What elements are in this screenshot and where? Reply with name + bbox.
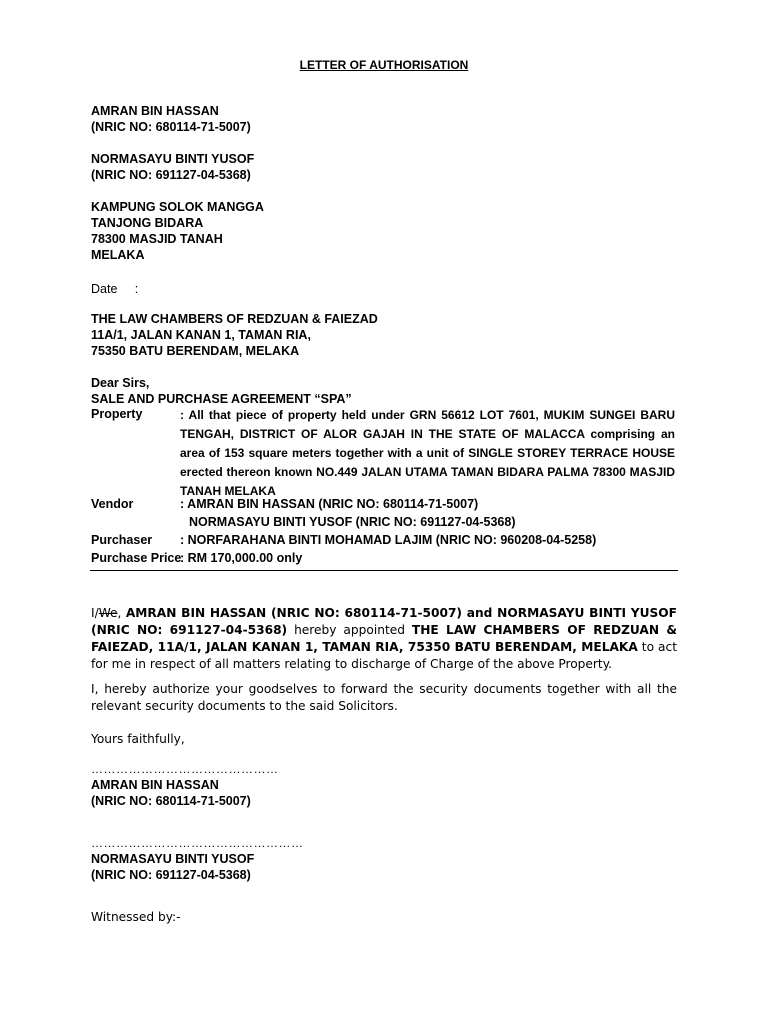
closing: Yours faithfully,	[91, 732, 185, 746]
recipient-line: 11A/1, JALAN KANAN 1, TAMAN RIA,	[91, 328, 311, 342]
document-title: LETTER OF AUTHORISATION	[299, 58, 469, 72]
witness-label: Witnessed by:-	[91, 910, 181, 924]
divider-rule	[90, 570, 678, 571]
subject-line: SALE AND PURCHASE AGREEMENT “SPA”	[91, 392, 352, 406]
recipient-line: THE LAW CHAMBERS OF REDZUAN & FAIEZAD	[91, 312, 378, 326]
address-line: MELAKA	[91, 248, 145, 262]
pronoun-i: I/	[91, 606, 99, 620]
appointed-text: hereby appointed	[287, 623, 412, 637]
pronoun-we-struck: We	[98, 606, 118, 620]
vendor-label: Vendor	[91, 497, 134, 511]
sender1-nric: (NRIC NO: 680114-71-5007)	[91, 120, 251, 134]
date-label: Date :	[91, 282, 139, 296]
property-value: : All that piece of property held under GRN 56612 LOT 7601, MUKIM SUNGEI BARU TENGAH, DISTRICT OF ALOR GAJAH IN THE STATE OF MALACCA comprising an area of 153 square meters together with a unit of SINGLE STOREY TERRACE HOUSE erected thereon known NO.449 JALAN UTAMA TAMAN BIDARA PALMA 78300 MASJID TANAH MELAKA	[180, 408, 675, 498]
appointed-firm: THE LAW CHAMBERS OF REDZUAN & FAIEZAD, 11A/1, JALAN KANAN 1, TAMAN RIA, 75350 BATU BERENDAM, MELAKA	[91, 623, 677, 654]
authorization-paragraph	[91, 605, 677, 673]
salutation: Dear Sirs,	[91, 376, 150, 390]
forwarding-paragraph: I, hereby authorize your goodselves to forward the security documents together with all the relevant security documents to the said Solicitors.	[91, 682, 677, 713]
price-value: : RM 170,000.00 only	[180, 551, 303, 565]
address-line: TANJONG BIDARA	[91, 216, 204, 230]
purchaser-value: : NORFARAHANA BINTI MOHAMAD LAJIM (NRIC NO: 960208-04-5258)	[180, 533, 597, 547]
recipient-line: 75350 BATU BERENDAM, MELAKA	[91, 344, 300, 358]
sender2-name: NORMASAYU BINTI YUSOF	[91, 152, 255, 166]
authorizer-names: AMRAN BIN HASSAN (NRIC NO: 680114-71-5007) and NORMASAYU BINTI YUSOF (NRIC NO: 691127-04-5368)	[91, 606, 677, 637]
property-label: Property	[91, 407, 143, 421]
signatory1-nric: (NRIC NO: 680114-71-5007)	[91, 794, 251, 808]
signatory2-nric: (NRIC NO: 691127-04-5368)	[91, 868, 251, 882]
signatory2-name: NORMASAYU BINTI YUSOF	[91, 852, 255, 866]
sender1-name: AMRAN BIN HASSAN	[91, 104, 219, 118]
vendor-line2: NORMASAYU BINTI YUSOF (NRIC NO: 691127-04-5368)	[189, 515, 516, 529]
price-label: Purchase Price	[91, 551, 182, 565]
signature-line: ……………………………………………	[91, 836, 304, 850]
sender2-nric: (NRIC NO: 691127-04-5368)	[91, 168, 251, 182]
comma: ,	[117, 606, 126, 620]
signature-line: ………………………………………	[91, 762, 279, 776]
purpose-text: to act for me in respect of all matters relating to discharge of Charge of the above Property.	[91, 640, 678, 671]
address-line: KAMPUNG SOLOK MANGGA	[91, 200, 264, 214]
address-line: 78300 MASJID TANAH	[91, 232, 223, 246]
signatory1-name: AMRAN BIN HASSAN	[91, 778, 219, 792]
vendor-line1: : AMRAN BIN HASSAN (NRIC NO: 680114-71-5007)	[180, 497, 479, 511]
purchaser-label: Purchaser	[91, 533, 153, 547]
